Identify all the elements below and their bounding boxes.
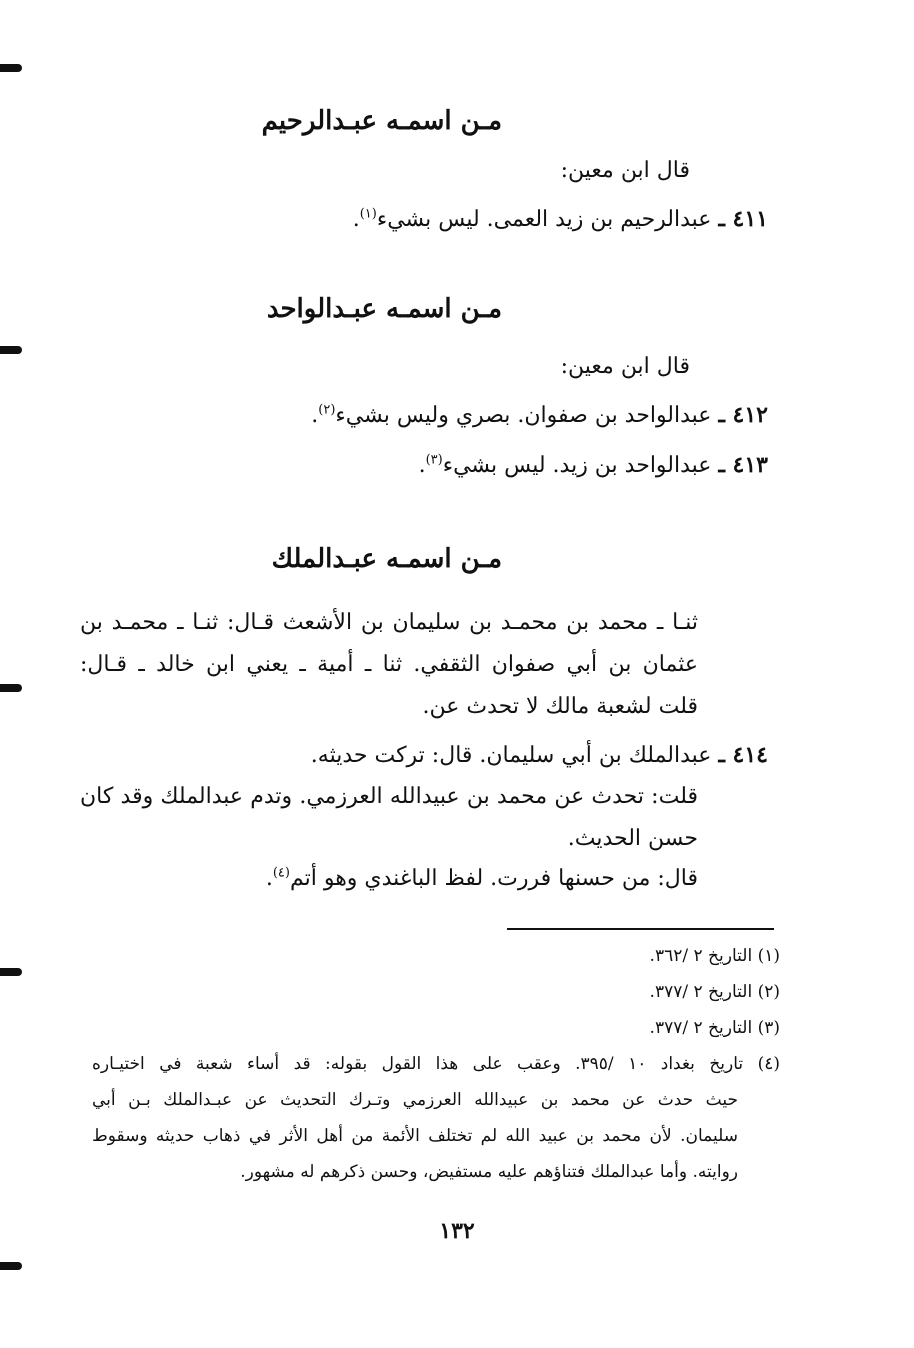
isnad-line: قلت لشعبة مالك لا تحدث عن. <box>422 694 698 719</box>
body-line: حسن الحديث. <box>567 826 698 851</box>
section-heading: مـن اسمـه عبـدالواحد <box>266 294 502 324</box>
entry-text: عبدالرحيم بن زيد العمى. ليس بشيء <box>376 207 712 232</box>
intro-line: قال ابن معين: <box>560 354 690 379</box>
footnote-ref: (٤) <box>272 865 290 881</box>
footnote-ref: (٣) <box>425 452 443 468</box>
isnad-line: عثمان بن أبي صفوان الثقفي. ثنا ـ أمية ـ يعني ابن خالد ـ قـال: <box>80 652 698 677</box>
section-heading: مـن اسمـه عبـدالرحيم <box>261 106 502 136</box>
body-text: قال: من حسنها فررت. لفظ الباغندي وهو أتم <box>289 866 698 891</box>
margin-mark <box>0 346 22 354</box>
entry-414 <box>311 742 768 768</box>
footnote-continuation: حيث حدث عن محمد بن عبيدالله العرزمي وتـرك التحديث عن عبـدالملك بـن أبي <box>92 1090 738 1110</box>
footnote-rule <box>507 928 774 930</box>
footnote-continuation: روايته. وأما عبدالملك فتناؤهم عليه مستفيض، وحسن ذكرهم له مشهور. <box>240 1162 738 1182</box>
body-line: قلت: تحدث عن محمد بن عبيدالله العرزمي. وتدم عبدالملك وقد كان <box>80 784 698 809</box>
entry-text: عبدالملك بن أبي سليمان. قال: تركت حديثه. <box>310 743 712 768</box>
entry-number: ٤١٣ ـ <box>718 452 768 478</box>
footnote-continuation: سليمان. لأن محمد بن عبيد الله لم تختلف الأئمة من أهل الأثر في ذهاب حديثه وسقوط <box>92 1126 738 1146</box>
entry-number: ٤١١ ـ <box>718 206 768 232</box>
entry-412: ٤١٢ ـ عبدالواحد بن صفوان. بصري وليس بشيء$^{(٢)}$. <box>311 402 768 428</box>
margin-mark <box>0 968 22 976</box>
margin-mark <box>0 1262 22 1270</box>
isnad-line: ثنـا ـ محمد بن محمـد بن سليمان بن الأشعث قـال: ثنـا ـ محمـد بن <box>80 610 698 635</box>
margin-mark <box>0 64 22 72</box>
page-number: ١٣٢ <box>439 1218 475 1244</box>
margin-mark <box>0 684 22 692</box>
section-heading: مـن اسمـه عبـدالملك <box>271 544 502 574</box>
body-line-last: قال: من حسنها فررت. لفظ الباغندي وهو أتم$^{(٤)}$. <box>265 865 698 891</box>
footnote: (٤) تاريخ بغداد ١٠ /٣٩٥. وعقب على هذا القول بقوله: قد أساء شعبة في اختيـاره <box>92 1054 780 1074</box>
entry-413: ٤١٣ ـ عبدالواحد بن زيد. ليس بشيء$^{(٣)}$. <box>418 452 768 478</box>
intro-line: قال ابن معين: <box>560 158 690 183</box>
entry-text: عبدالواحد بن زيد. ليس بشيء <box>442 453 712 478</box>
entry-411: ٤١١ ـ عبدالرحيم بن زيد العمى. ليس بشيء$^{(١)}$. <box>352 206 768 232</box>
footnote: (٢) التاريخ ٢ /٣٧٧. <box>649 982 780 1002</box>
footnote-ref: (١) <box>359 206 377 222</box>
footnote: (٣) التاريخ ٢ /٣٧٧. <box>649 1018 780 1038</box>
footnote-ref: (٢) <box>318 402 336 418</box>
entry-number: ٤١٤ ـ <box>718 742 768 768</box>
entry-text: عبدالواحد بن صفوان. بصري وليس بشيء <box>335 403 712 428</box>
footnote: (١) التاريخ ٢ /٣٦٢. <box>649 946 780 966</box>
entry-number: ٤١٢ ـ <box>718 402 768 428</box>
